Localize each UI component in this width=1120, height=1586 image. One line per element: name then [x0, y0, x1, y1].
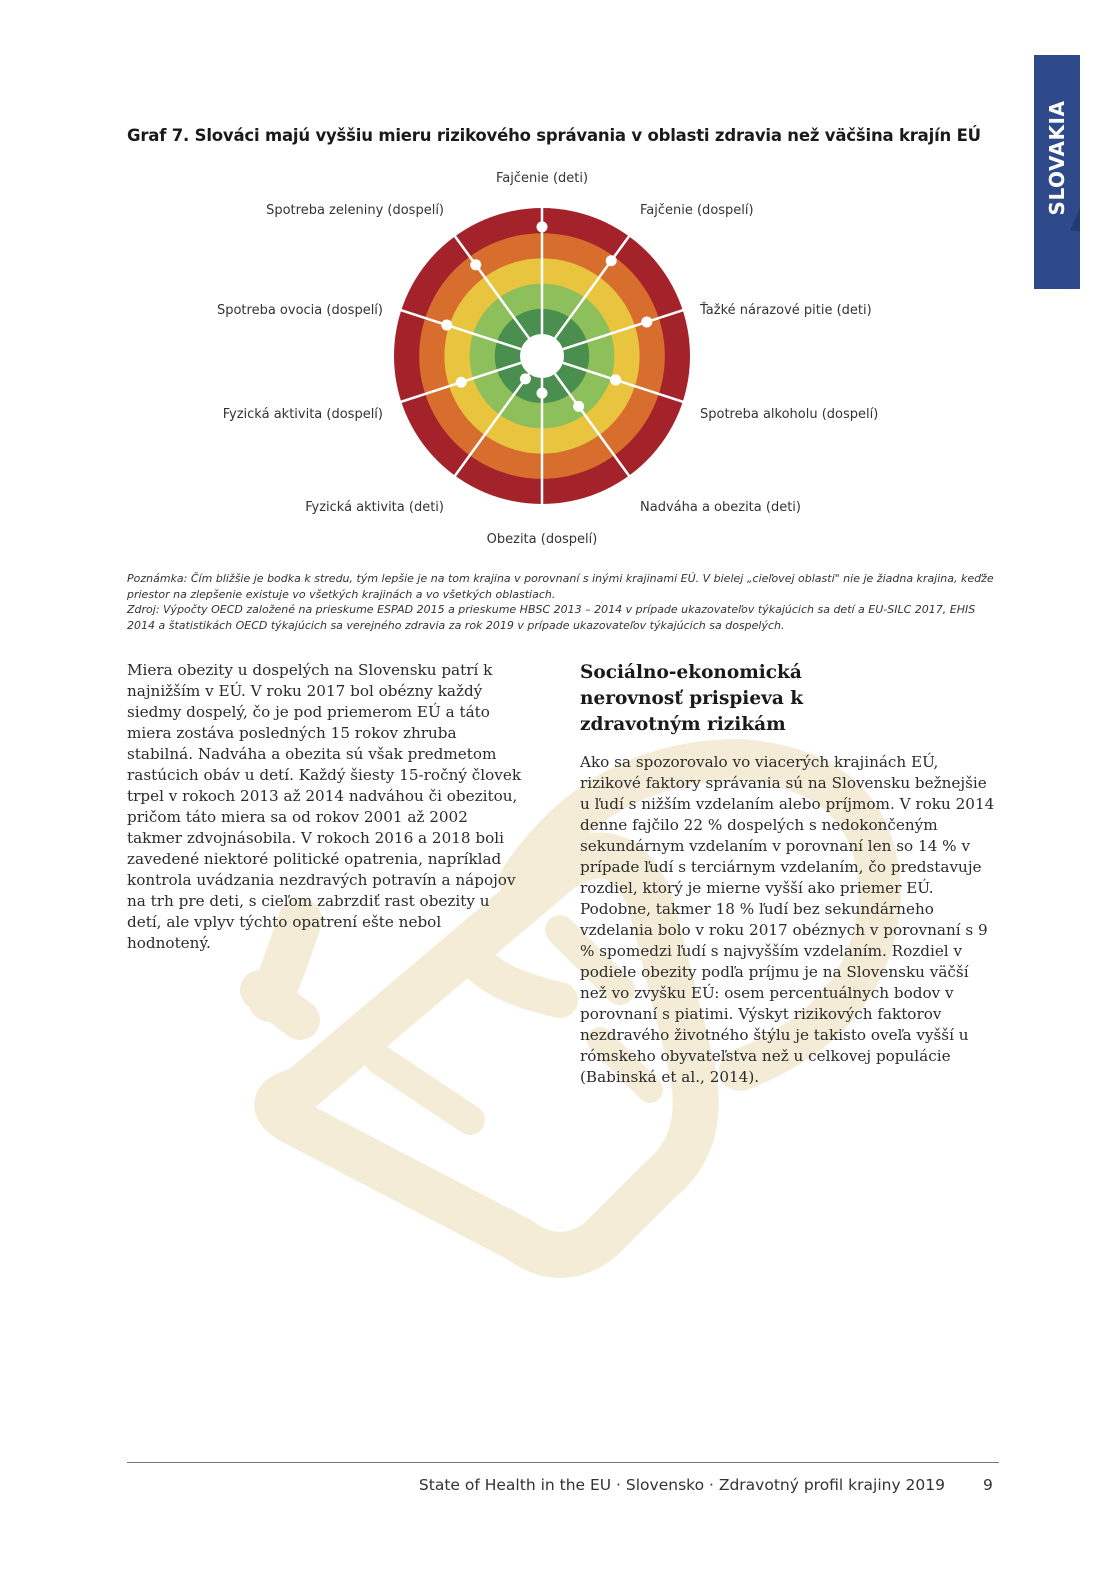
chart-axis-label: Nadváha a obezita (deti): [640, 500, 801, 515]
chart-axis-label: Fajčenie (dospelí): [640, 203, 754, 218]
chart-dot: [470, 259, 481, 270]
footer-divider: [127, 1462, 999, 1463]
chart-dot: [441, 320, 452, 331]
chart-axis-label: Spotreba alkoholu (dospelí): [700, 407, 879, 422]
chart-axis-label: Fyzická aktivita (deti): [305, 500, 444, 515]
chart-dot: [456, 377, 467, 388]
country-tab-label: SLOVAKIA: [1045, 100, 1069, 216]
chart-dot: [606, 255, 617, 266]
chart-axis-label: Fyzická aktivita (dospelí): [222, 407, 383, 422]
graph-title: Graf 7. Slováci majú vyššiu mieru rizikového správania v oblasti zdravia než väčšina krajín EÚ: [127, 126, 981, 145]
left-column: [127, 660, 527, 954]
chart-dot: [641, 316, 652, 327]
chart-axis-label: Spotreba ovocia (dospelí): [216, 303, 383, 318]
risk-target-chart: [0, 0, 1120, 600]
chart-dot: [610, 374, 621, 385]
chart-dot: [573, 401, 584, 412]
graph-notes: [127, 571, 997, 633]
footer-text: State of Health in the EU · Slovensko · Zdravotný profil krajiny 2019: [418, 1476, 945, 1494]
body-paragraph: Miera obezity u dospelých na Slovensku patrí k najnižším v EÚ. V roku 2017 bol obézny každý siedmy dospelý, čo je pod priemerom EÚ a táto miera zostáva posledných 15 rokov zhruba stabilná. Nadváha a obezita sú však predmetom rastúcich obáv u detí. Každý šiesty 15-ročný človek trpel v rokoch 2013 až 2014 nadváhou či obezitou, pričom táto miera sa od rokov 2001 až 2002 takmer zdvojnásobila. V rokoch 2016 a 2018 boli zavedené niektoré politické opatrenia, napríklad kontrola uvádzania nezdravých potravín a nápojov na trh pre deti, s cieľom zabrzdiť rast obezity u detí, ale vplyv týchto opatrení ešte nebol hodnotený.: [127, 661, 522, 952]
chart-dot: [537, 388, 548, 399]
graph-note: Poznámka: Čím bližšie je bodka k stredu, tým lepšie je na tom krajina v porovnaní s inými krajinami EÚ. V bielej „cieľovej oblasti" nie je žiadna krajina, keďže priestor na zlepšenie existuje vo všetkých krajinách a vo všetkých oblastiach.: [127, 572, 994, 601]
body-paragraph: Ako sa spozorovalo vo viacerých krajinách EÚ, rizikové faktory správania sú na Slovensku bežnejšie u ľudí s nižším vzdelaním alebo príjmom. V roku 2014 denne fajčilo 22 % dospelých s nedokončeným sekundárnym vzdelaním v porovnaní len so 14 % v prípade ľudí s terciárnym vzdelaním, čo predstavuje rozdiel, ktorý je mierne vyšší ako priemer EÚ. Podobne, takmer 18 % ľudí bez sekundárneho vzdelania bolo v roku 2017 obéznych v porovnaní s 9 % spomedzi ľudí s najvyšším vzdelaním. Rozdiel v podiele obezity podľa príjmu je na Slovensku väčší než vo zvyšku EÚ: osem percentuálnych bodov v porovnaní s piatimi. Výskyt rizikových faktorov nezdravého životného štýlu je takisto oveľa vyšší u rómskeho obyvateľstva než u celkovej populácie (Babinská et al., 2014).: [580, 753, 995, 1086]
right-column: [580, 660, 1000, 1088]
chart-dot: [520, 373, 531, 384]
chart-dot: [537, 221, 548, 232]
chart-axis-label: Spotreba zeleniny (dospelí): [266, 203, 444, 218]
page-number: 9: [983, 1476, 993, 1494]
chart-target-center: [520, 334, 564, 378]
chart-axis-label: Ťažké nárazové pitie (deti): [700, 303, 872, 318]
chart-axis-label: Obezita (dospelí): [486, 532, 598, 547]
section-heading: Sociálno-ekonomická nerovnosť prispieva k zdravotným rizikám: [580, 662, 804, 735]
graph-source: Zdroj: Výpočty OECD založené na prieskume ESPAD 2015 a prieskume HBSC 2013 – 2014 v prípade ukazovateľov týkajúcich sa detí a EU-SILC 2017, EHIS 2014 a štatistikách OECD týkajúcich sa verejného zdravia za rok 2019 v prípade ukazovateľov týkajúcich sa dospelých.: [127, 603, 976, 632]
chart-axis-label: Fajčenie (deti): [495, 171, 589, 186]
